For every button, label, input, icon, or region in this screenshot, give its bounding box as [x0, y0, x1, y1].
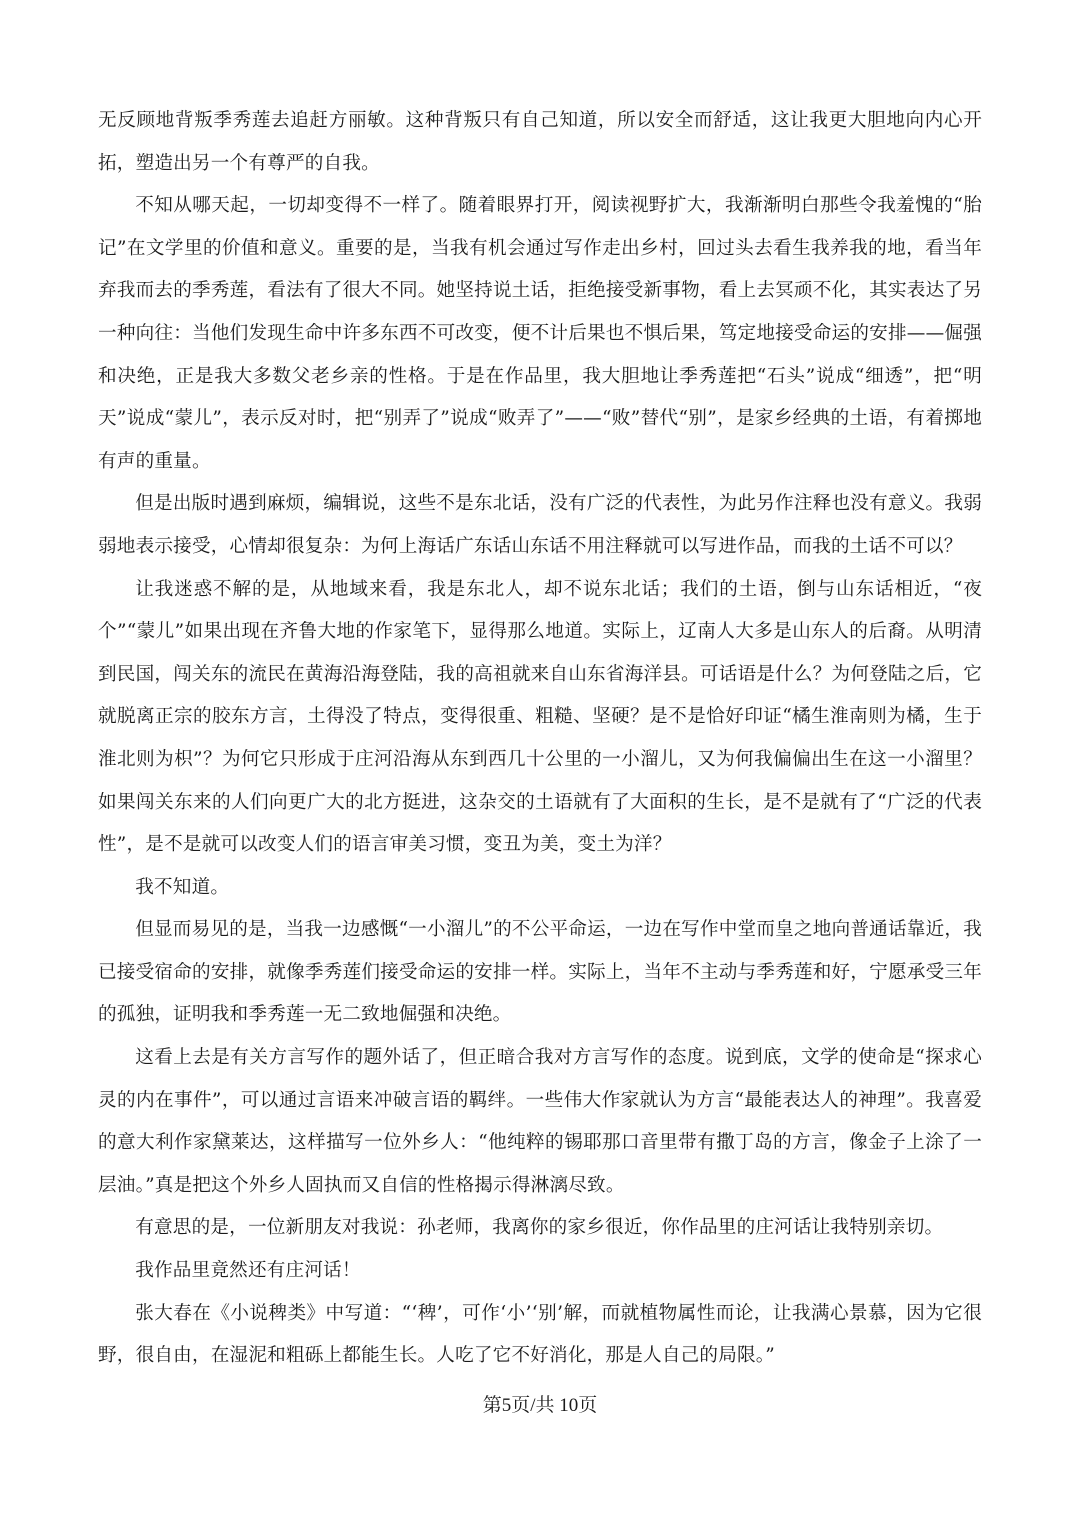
article-body	[98, 100, 982, 1378]
paragraph: 但显而易见的是，当我一边感慨“一小溜儿”的不公平命运，一边在写作中堂而皇之地向普通话靠近，我已接受宿命的安排，就像季秀莲们接受命运的安排一样。实际上，当年不主动与季秀莲和好，宁愿承受三年的孤独，证明我和季秀莲一无二致地倔强和决绝。	[98, 919, 982, 1026]
paragraph: 但是出版时遇到麻烦，编辑说，这些不是东北话，没有广泛的代表性，为此另作注释也没有意义。我弱弱地表示接受，心情却很复杂：为何上海话广东话山东话不用注释就可以写进作品，而我的土话不可以？	[98, 493, 982, 557]
paragraph: 我作品里竟然还有庄河话！	[135, 1260, 361, 1282]
paragraph: 张大春在《小说稗类》中写道：“‘稗’，可作‘小’‘别’解，而就植物属性而论，让我满心景慕，因为它很野，很自由，在湿泥和粗砾上都能生长。人吃了它不好消化，那是人自己的局限。”	[98, 1302, 982, 1367]
paragraph: 这看上去是有关方言写作的题外话了，但正暗合我对方言写作的态度。说到底，文学的使命是“探求心灵的内在事件”，可以通过言语来冲破言语的羁绊。一些伟大作家就认为方言“最能表达人的神理”。我喜爱的意大利作家黛莱达，这样描写一位外乡人：“他纯粹的锡耶那口音里带有撒丁岛的方言，像金子上涂了一层油。”真是把这个外乡人固执而又自信的性格揭示得淋漓尽致。	[98, 1047, 982, 1196]
paragraph: 不知从哪天起，一切却变得不一样了。随着眼界打开，阅读视野扩大，我渐渐明白那些令我羞愧的“胎记”在文学里的价值和意义。重要的是，当我有机会通过写作走出乡村，回过头去看生我养我的地，看当年弃我而去的季秀莲，看法有了很大不同。她坚持说土话，拒绝接受新事物，看上去冥顽不化，其实表达了另一种向往：当他们发现生命中许多东西不可改变，便不计后果也不惧后果，笃定地接受命运的安排——倔强和决绝，正是我大多数父老乡亲的性格。于是在作品里，我大胆地让季秀莲把“石头”说成“细透”，把“明天”说成“蒙儿”，表示反对时，把“别弄了”说成“败弄了”——“败”替代“别”，是家乡经典的土语，有着掷地有声的重量。	[98, 195, 982, 472]
paragraph: 让我迷惑不解的是，从地域来看，我是东北人，却不说东北话；我们的土语，倒与山东话相近，“夜个”“蒙儿”如果出现在齐鲁大地的作家笔下，显得那么地道。实际上，辽南人大多是山东人的后裔。从明清到民国，闯关东的流民在黄海沿海登陆，我的高祖就来自山东省海洋县。可话语是什么？为何登陆之后，它就脱离正宗的胶东方言，土得没了特点，变得很重、粗糙、坚硬？是不是恰好印证“橘生淮南则为橘，生于淮北则为枳”？为何它只形成于庄河沿海从东到西几十公里的一小溜儿，又为何我偏偏出生在这一小溜里？如果闯关东来的人们向更广大的北方挺进，这杂交的土语就有了大面积的生长，是不是就有了“广泛的代表性”，是不是就可以改变人们的语言审美习惯，变丑为美，变土为洋？	[98, 578, 982, 856]
paragraph: 有意思的是，一位新朋友对我说：孙老师，我离你的家乡很近，你作品里的庄河话让我特别亲切。	[135, 1217, 944, 1239]
page-number-footer: 第5页/共 10页	[482, 1395, 598, 1416]
paragraph-continued: 无反顾地背叛季秀莲去追赶方丽敏。这种背叛只有自己知道，所以安全而舒适，这让我更大胆地向内心开拓，塑造出另一个有尊严的自我。	[98, 110, 982, 174]
paragraph: 我不知道。	[135, 876, 230, 898]
